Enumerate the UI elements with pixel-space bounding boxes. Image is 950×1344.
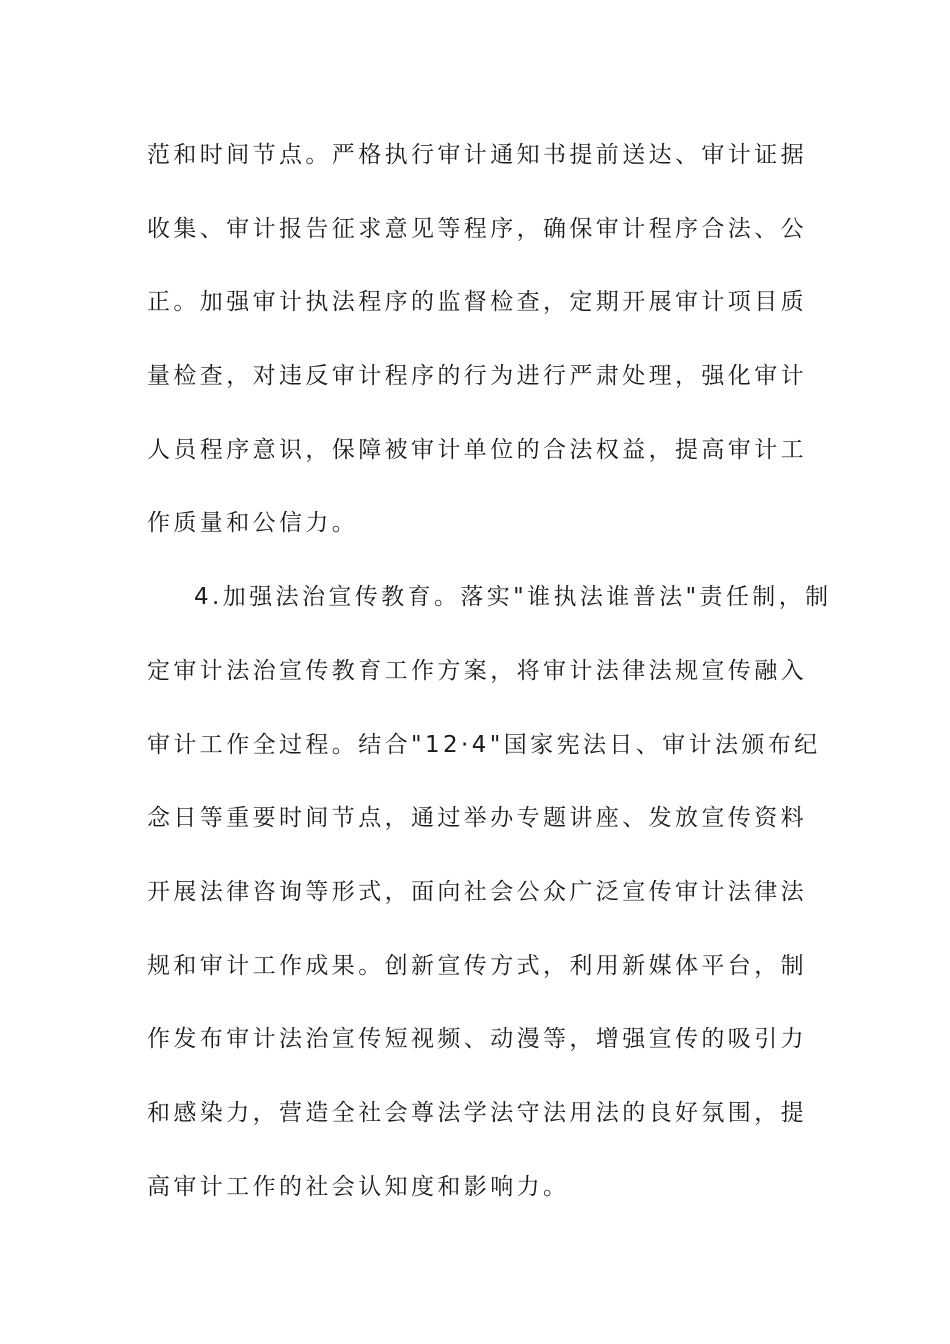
text-line: 念日等重要时间节点，通过举办专题讲座、发放宣传资料 xyxy=(147,805,807,832)
text-line: 正。加强审计执法程序的监督检查，定期开展审计项目质 xyxy=(147,289,807,316)
text-line: 范和时间节点。严格执行审计通知书提前送达、审计证据 xyxy=(147,142,807,168)
text-line: 收集、审计报告征求意见等程序，确保审计程序合法、公 xyxy=(147,215,807,242)
text-line: 作质量和公信力。 xyxy=(147,510,359,537)
text-line: 定审计法治宣传教育工作方案，将审计法律法规宣传融入 xyxy=(147,657,807,684)
text-line: 审计工作全过程。结合"12·4"国家宪法日、审计法颁布纪 xyxy=(147,731,821,758)
body-text xyxy=(147,119,832,1224)
text-line: 量检查，对违反审计程序的行为进行严肃处理，强化审计 xyxy=(147,363,807,390)
text-line: 作发布审计法治宣传短视频、动漫等，增强宣传的吸引力 xyxy=(147,1026,807,1053)
text-line: 高审计工作的社会认知度和影响力。 xyxy=(147,1173,570,1200)
text-line: 规和审计工作成果。创新宣传方式，利用新媒体平台，制 xyxy=(147,952,807,979)
text-line: 和感染力，营造全社会尊法学法守法用法的良好氛围，提 xyxy=(147,1099,807,1126)
text-line: 人员程序意识，保障被审计单位的合法权益，提高审计工 xyxy=(147,436,807,463)
text-line: 开展法律咨询等形式，面向社会公众广泛宣传审计法律法 xyxy=(147,878,807,905)
section-heading-line: 4.加强法治宣传教育。落实"谁执法谁普法"责任制，制 xyxy=(194,584,832,611)
